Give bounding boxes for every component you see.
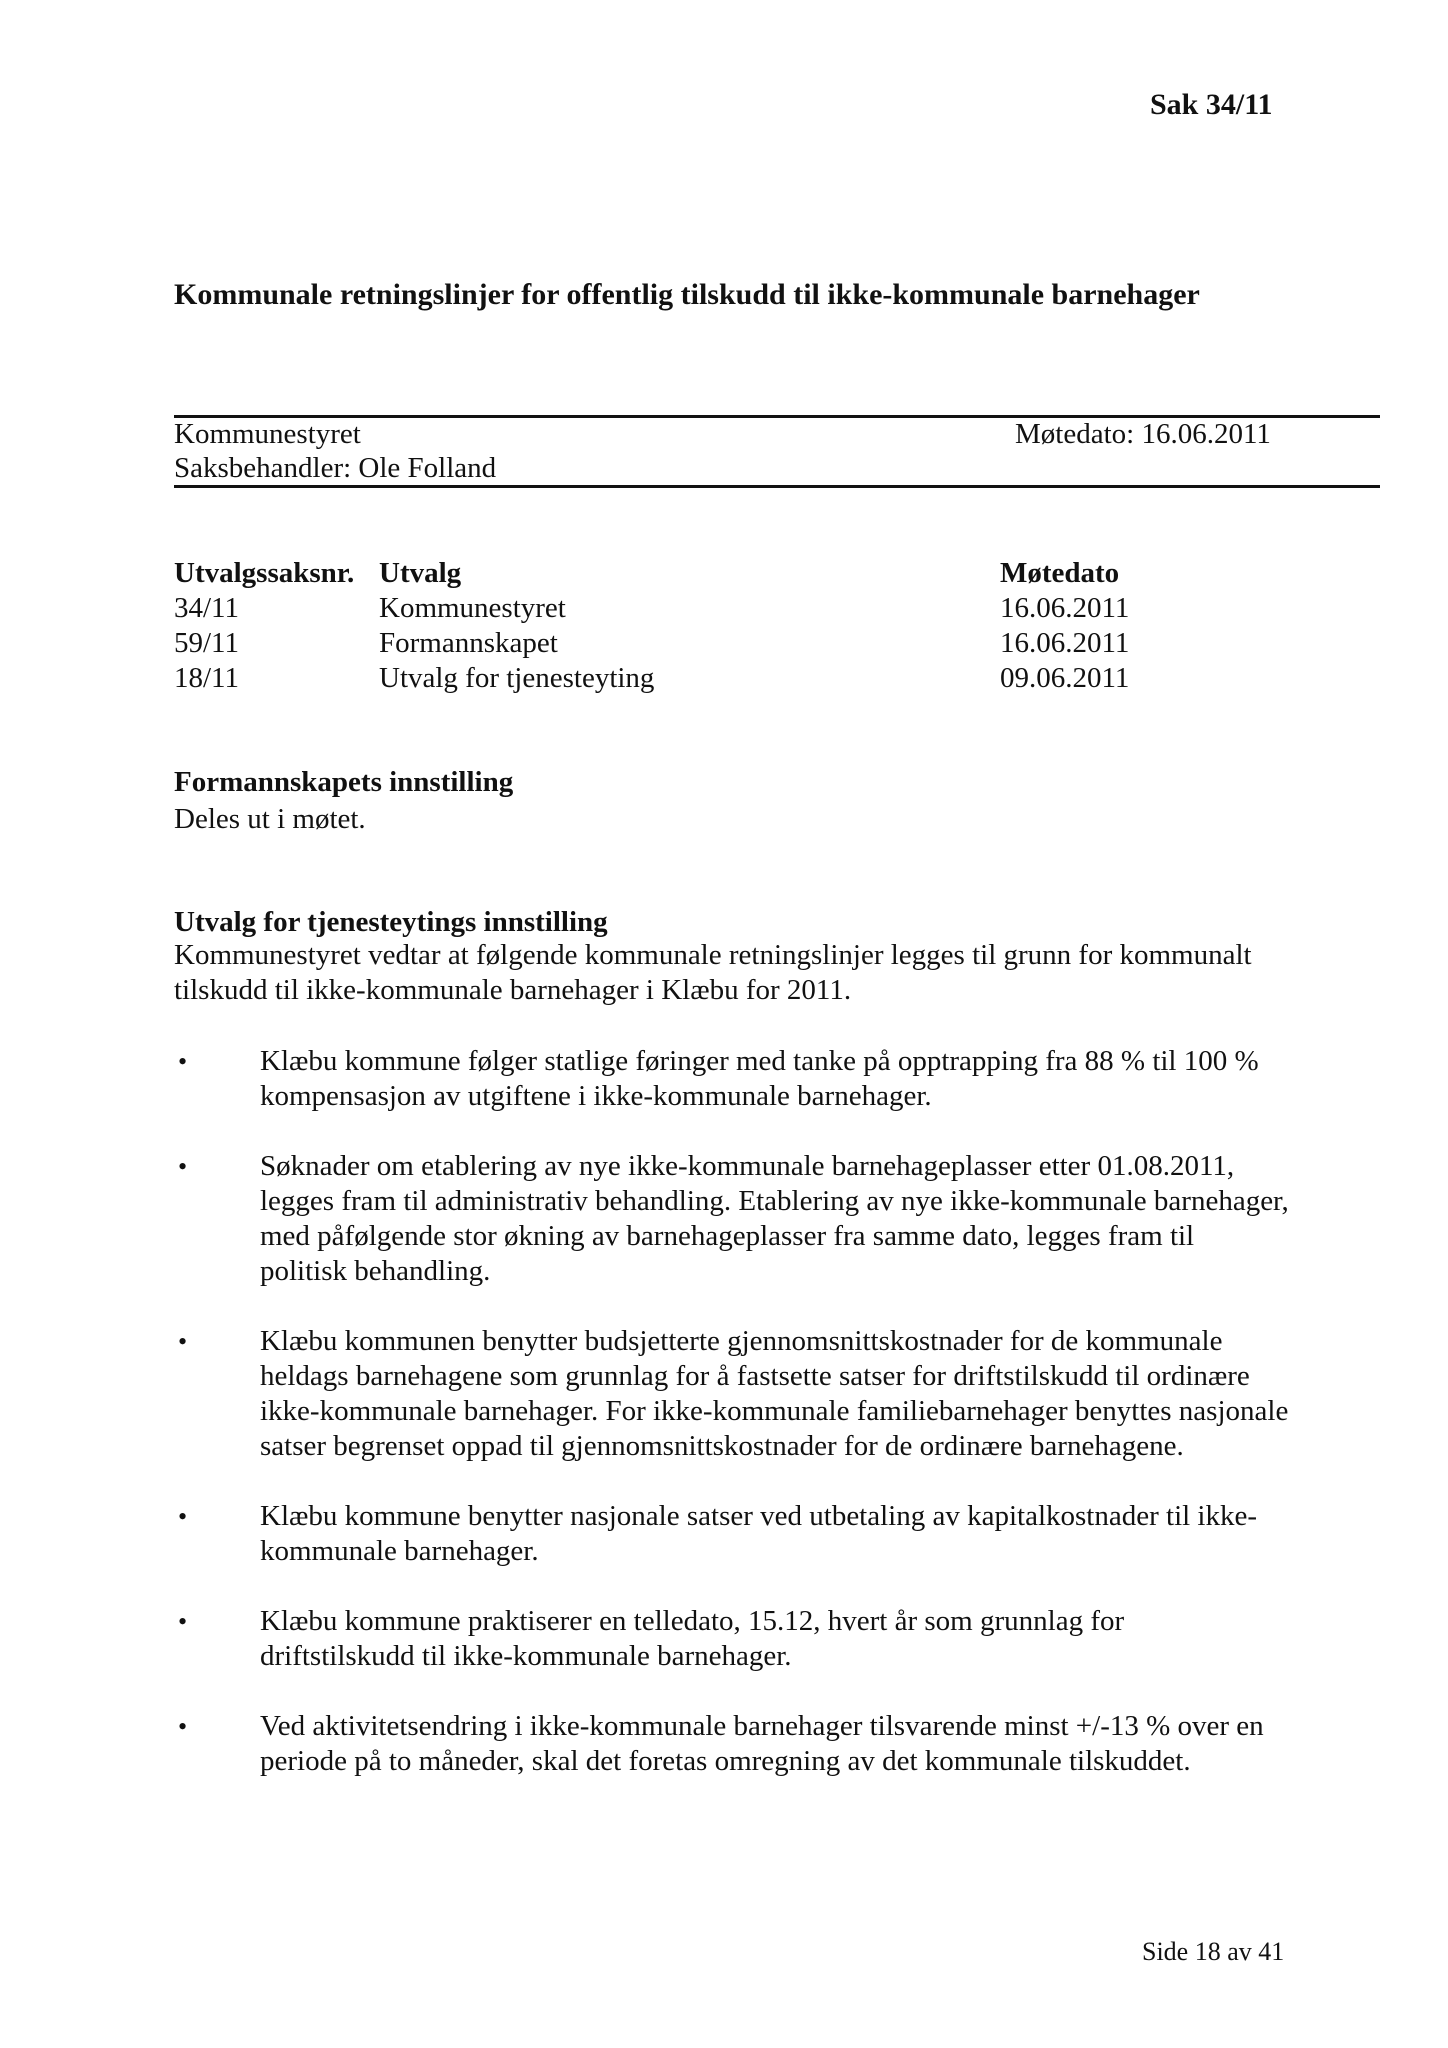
list-item-line: politisk behandling.: [260, 1255, 491, 1287]
list-item: [174, 1044, 1304, 1114]
formannskap-heading: Formannskapets innstilling: [174, 766, 514, 798]
list-item: [174, 1499, 1304, 1569]
column-header-meeting-date: Møtedato: [1000, 557, 1120, 589]
list-item-line: legges fram til administrativ behandling. Etablering av nye ikke-kommunale barnehager,: [260, 1185, 1289, 1217]
list-item-line: kommunale barnehager.: [260, 1535, 539, 1567]
tjenesteyting-text: Kommunestyret vedtar at følgende kommunale retningslinjer legges til grunn for kommunalt tilskudd til ikke-kommunale barnehager i Klæbu for 2011.: [174, 939, 1252, 1006]
list-item-line: satser begrenset oppad til gjennomsnittskostnader for de ordinære barnehagene.: [260, 1430, 1184, 1462]
table-cell: 34/11: [174, 592, 239, 624]
bullet-icon: •: [178, 1047, 188, 1076]
table-cell: 18/11: [174, 662, 239, 694]
list-item-line: ikke-kommunale barnehager. For ikke-kommunale familiebarnehager benyttes nasjonale: [260, 1395, 1289, 1427]
list-item-line: Klæbu kommune benytter nasjonale satser ved utbetaling av kapitalkostnader til ikke-: [260, 1500, 1258, 1532]
list-item-line: Klæbu kommunen benytter budsjetterte gjennomsnittskostnader for de kommunale: [260, 1325, 1223, 1357]
column-header-committee: Utvalg: [379, 557, 462, 589]
list-item-line: Søknader om etablering av nye ikke-kommunale barnehageplasser etter 01.08.2011,: [260, 1150, 1235, 1182]
table-cell: Utvalg for tjenesteyting: [379, 662, 655, 694]
table-cell: 16.06.2011: [1000, 592, 1130, 624]
bullet-icon: •: [178, 1502, 188, 1531]
list-item-line: Ved aktivitetsendring i ikke-kommunale barnehager tilsvarende minst +/-13 % over en: [260, 1710, 1264, 1742]
bullet-icon: •: [178, 1607, 188, 1636]
list-item-line: Klæbu kommune følger statlige føringer med tanke på opptrapping fra 88 % til 100 %: [260, 1045, 1259, 1077]
list-item-line: med påfølgende stor økning av barnehageplasser fra samme dato, legges fram til: [260, 1220, 1195, 1252]
list-item-line: heldags barnehagene som grunnlag for å fastsette satser for driftstilskudd til ordinære: [260, 1360, 1250, 1392]
table-cell: 16.06.2011: [1000, 627, 1130, 659]
list-item: [174, 1604, 1304, 1674]
list-item: [174, 1149, 1304, 1289]
bullet-icon: •: [178, 1152, 188, 1181]
bullet-icon: •: [178, 1327, 188, 1356]
case-number: Sak 34/11: [1150, 88, 1273, 121]
table-cell: Formannskapet: [379, 627, 558, 659]
bullet-icon: •: [178, 1712, 188, 1741]
list-item-line: periode på to måneder, skal det foretas omregning av det kommunale tilskuddet.: [260, 1745, 1191, 1777]
column-header-case-number: Utvalgssaksnr.: [174, 557, 355, 589]
list-item-line: Klæbu kommune praktiserer en telledato, 15.12, hvert år som grunnlag for: [260, 1605, 1125, 1637]
committee-name: Kommunestyret: [174, 418, 361, 450]
formannskap-text: Deles ut i møtet.: [174, 803, 366, 835]
document-title: Kommunale retningslinjer for offentlig tilskudd til ikke-kommunale barnehager: [174, 278, 1200, 311]
list-item-line: driftstilskudd til ikke-kommunale barnehager.: [260, 1640, 792, 1672]
table-cell: Kommunestyret: [379, 592, 566, 624]
meeting-date: Møtedato: 16.06.2011: [1015, 418, 1271, 450]
table-cell: 59/11: [174, 627, 239, 659]
list-item: [174, 1709, 1304, 1779]
page-number: Side 18 av 41: [1142, 1937, 1285, 1966]
bottom-divider: [174, 485, 1380, 488]
list-item-line: kompensasjon av utgiftene i ikke-kommunale barnehager.: [260, 1080, 932, 1112]
guideline-list: [174, 1044, 1304, 1779]
case-handler: Saksbehandler: Ole Folland: [174, 452, 497, 484]
tjenesteyting-heading: Utvalg for tjenesteytings innstilling: [174, 906, 608, 938]
table-cell: 09.06.2011: [1000, 662, 1130, 694]
list-item: [174, 1324, 1304, 1464]
